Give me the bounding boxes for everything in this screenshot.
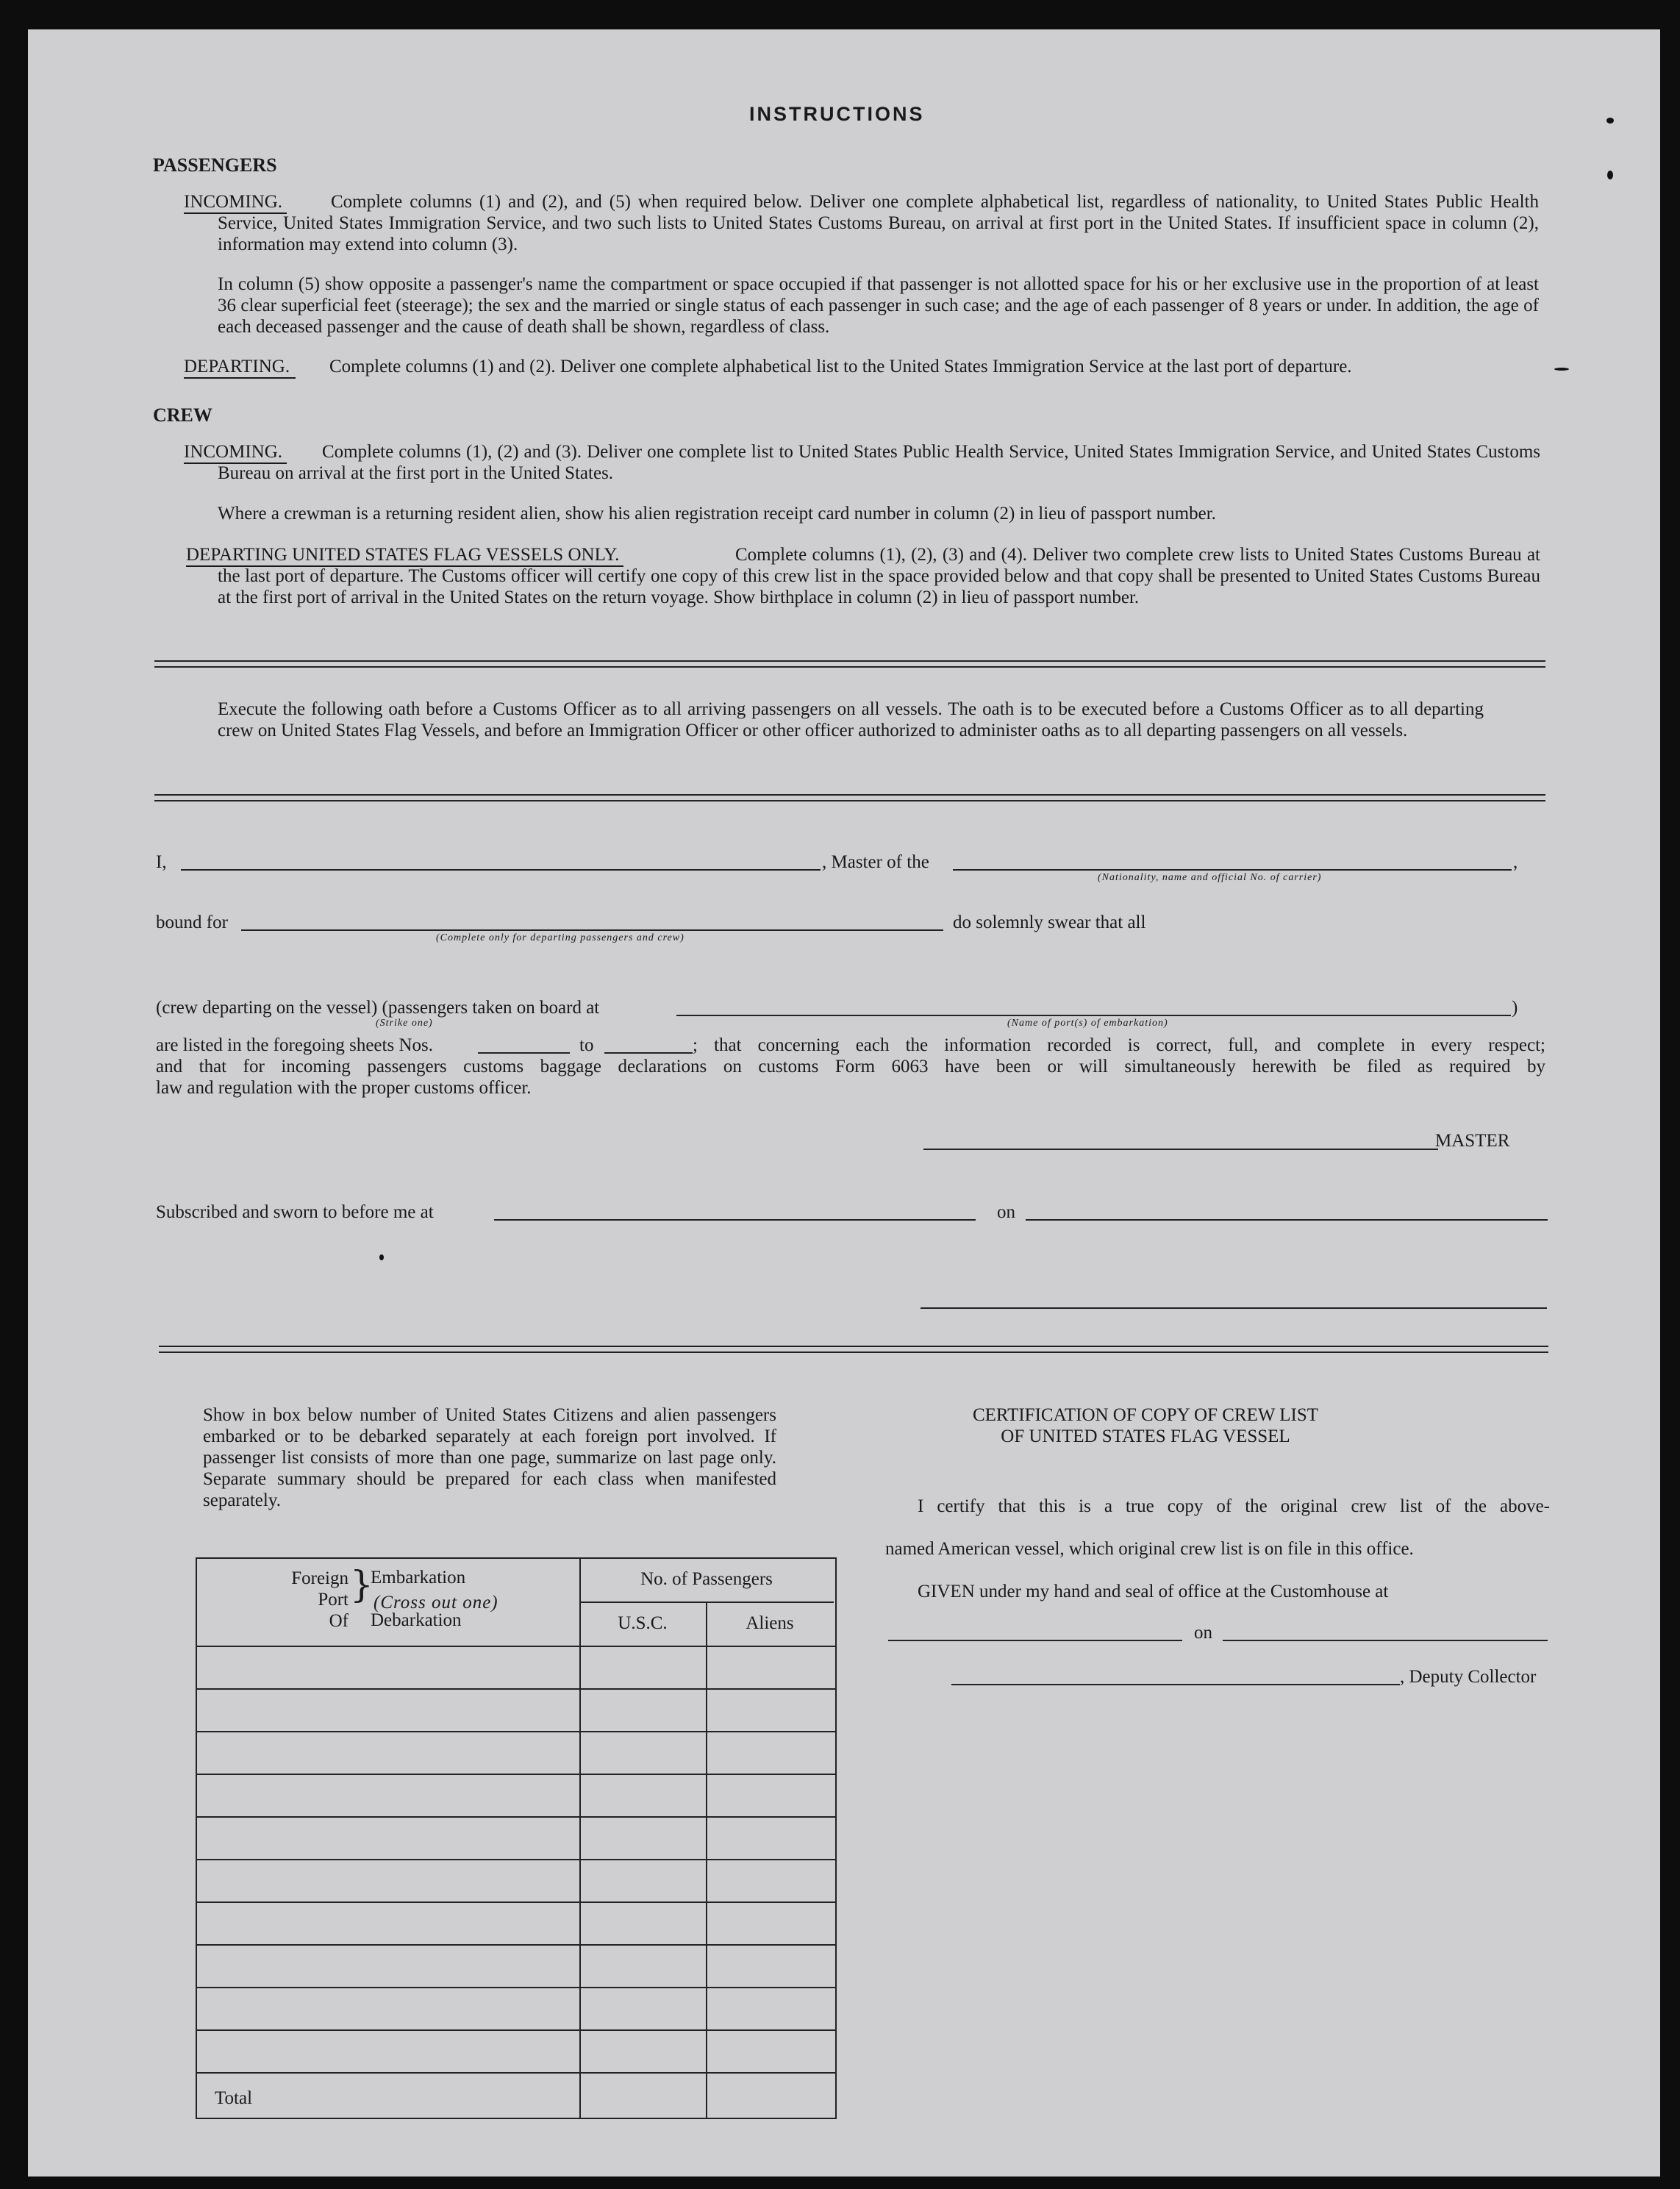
instructions-title: INSTRUCTIONS xyxy=(749,103,925,125)
departing-caption: (Complete only for departing passengers and crew) xyxy=(436,932,684,943)
scan-speck xyxy=(1607,171,1613,179)
crew-heading: CREW xyxy=(153,404,212,426)
sworn-date-field[interactable] xyxy=(1026,1219,1548,1221)
aliens-header: Aliens xyxy=(746,1613,794,1633)
carrier-caption: (Nationality, name and official No. of carrier) xyxy=(1098,872,1322,883)
master-name-field[interactable] xyxy=(181,869,821,871)
divider-1 xyxy=(154,660,1545,668)
officer-signature-field[interactable] xyxy=(921,1307,1547,1309)
sheet-from-field[interactable] xyxy=(478,1052,570,1054)
certification-line-3: GIVEN under my hand and seal of office at the Customhouse at xyxy=(918,1582,1389,1601)
passenger-summary-table xyxy=(196,1557,837,2119)
sheet-to-field[interactable] xyxy=(604,1052,693,1054)
certification-on-label: on xyxy=(1194,1623,1212,1643)
close-paren: ) xyxy=(1512,998,1518,1018)
sworn-place-field[interactable] xyxy=(494,1219,976,1221)
divider-3 xyxy=(159,1346,1548,1353)
foreign-port-of-label: Foreign Port Of xyxy=(291,1568,348,1631)
listed-to: to xyxy=(579,1035,594,1055)
master-signature-field[interactable] xyxy=(923,1149,1438,1150)
customhouse-field[interactable] xyxy=(888,1640,1182,1641)
crew-resident-text: Where a crewman is a returning resident alien, show his alien registration receipt card number in column (2) in lieu of passport number. xyxy=(218,504,1216,524)
bound-for-label: bound for xyxy=(156,913,228,932)
strike-one-caption: (Strike one) xyxy=(376,1018,433,1029)
deputy-collector-label: , Deputy Collector xyxy=(1400,1667,1537,1687)
subscribed-text: Subscribed and sworn to before me at xyxy=(156,1202,434,1222)
master-label: MASTER xyxy=(1435,1131,1510,1151)
carrier-field[interactable] xyxy=(953,869,1512,871)
certification-date-field[interactable] xyxy=(1223,1640,1548,1641)
listed-text-1: are listed in the foregoing sheets Nos. xyxy=(156,1035,433,1055)
cross-out-caption: (Cross out one) xyxy=(373,1593,498,1613)
port-caption: (Name of port(s) of embarkation) xyxy=(1007,1018,1168,1029)
sworn-on-label: on xyxy=(997,1202,1015,1222)
certification-line-1: I certify that this is a true copy of the original crew list of the above- xyxy=(918,1496,1550,1516)
crew-departing-text: (crew departing on the vessel) (passengers taken on board at xyxy=(156,998,600,1018)
master-of-the-label: , Master of the xyxy=(822,852,929,872)
embarkation-port-field[interactable] xyxy=(676,1015,1511,1016)
scan-speck xyxy=(1606,118,1614,124)
certification-line-2: named American vessel, which original crew list is on file in this office. xyxy=(885,1539,1414,1559)
crew-departing-text: Complete columns (1), (2), (3) and (4). Deliver two complete crew lists to United States Customs Bureau at the last port of departure. The Customs officer will certify one copy of this crew list in the space provided below and that copy shall be presented to United States Customs Bureau at the first port of arrival in the United States on the return voyage. Show birthplace in column (2) in lieu of passport number. xyxy=(218,545,1540,607)
debarkation-label: Debarkation xyxy=(371,1610,462,1630)
passengers-heading: PASSENGERS xyxy=(153,154,277,176)
divider-2 xyxy=(154,794,1545,801)
crew-incoming-label: INCOMING. xyxy=(184,441,287,464)
passengers-column5-text: In column (5) show opposite a passenger's name the compartment or space occupied if that passenger is not allotted space for his or her exclusive use in the proportion of at least 36 clear superficial feet (steerage); the sex and the married or single status of each passenger in such case; and the age of each passenger of 8 years or under. In addition, the age of each deceased passenger and the cause of death shall be shown, regardless of class. xyxy=(218,274,1539,337)
total-label: Total xyxy=(215,2088,253,2108)
embarkation-label: Embarkation xyxy=(371,1568,466,1588)
passengers-incoming-label: INCOMING. xyxy=(184,191,287,214)
passengers-incoming-text: Complete columns (1) and (2), and (5) when required below. Deliver one complete alphabetical list, regardless of nationality, to United States Public Health Service, United States Immigration Service, and two such lists to United States Customs Bureau, on arrival at first port in the United States. If insufficient space in column (2), information may extend into column (3). xyxy=(218,192,1539,254)
certification-title-1: CERTIFICATION OF COPY OF CREW LIST xyxy=(972,1405,1319,1425)
scan-speck xyxy=(379,1254,384,1260)
solemnly-swear-text: do solemnly swear that all xyxy=(953,913,1146,932)
passengers-departing-text: Complete columns (1) and (2). Deliver one complete alphabetical list to the United States Immigration Service at the last port of departure. xyxy=(329,357,1352,376)
listed-text-2: ; that concerning each the information recorded is correct, full, and complete in every respect; xyxy=(693,1035,1545,1055)
passengers-departing-label: DEPARTING. xyxy=(184,356,296,379)
usc-header: U.S.C. xyxy=(618,1613,668,1633)
form-sheet xyxy=(28,29,1660,2176)
listed-text-4: law and regulation with the proper customs officer. xyxy=(156,1078,532,1098)
oath-intro-text: Execute the following oath before a Customs Officer as to all arriving passengers on all vessels. The oath is to be executed before a Customs Officer as to all departing crew on United States Flag Vessels, and before an Immigration Officer or other officer authorized to administer oaths as to all departing passengers on all vessels. xyxy=(218,699,1484,740)
listed-text-3: and that for incoming passengers customs baggage declarations on customs Form 6063 have been or will simultaneously herewith be filed as required by xyxy=(156,1057,1545,1076)
oath-i-label: I, xyxy=(156,852,167,872)
brace-symbol: } xyxy=(350,1563,373,1606)
bound-for-field[interactable] xyxy=(241,929,943,931)
certification-title-2: OF UNITED STATES FLAG VESSEL xyxy=(1001,1426,1290,1446)
summary-instructions: Show in box below number of United States Citizens and alien passengers embarked or to be debarked separately at each foreign port involved. If passenger list consists of more than one page, summarize on last page only. Separate summary should be prepared for each class when manifested separately. xyxy=(203,1405,776,1510)
crew-incoming-text: Complete columns (1), (2) and (3). Deliver one complete list to United States Public Health Service, United States Immigration Service, and United States Customs Bureau on arrival at the first port in the United States. xyxy=(218,442,1540,483)
carrier-comma: , xyxy=(1513,852,1518,872)
deputy-signature-field[interactable] xyxy=(951,1684,1400,1685)
scan-speck xyxy=(1554,368,1569,371)
crew-departing-label: DEPARTING UNITED STATES FLAG VESSELS ONLY. xyxy=(186,544,623,567)
no-passengers-header: No. of Passengers xyxy=(640,1569,773,1589)
